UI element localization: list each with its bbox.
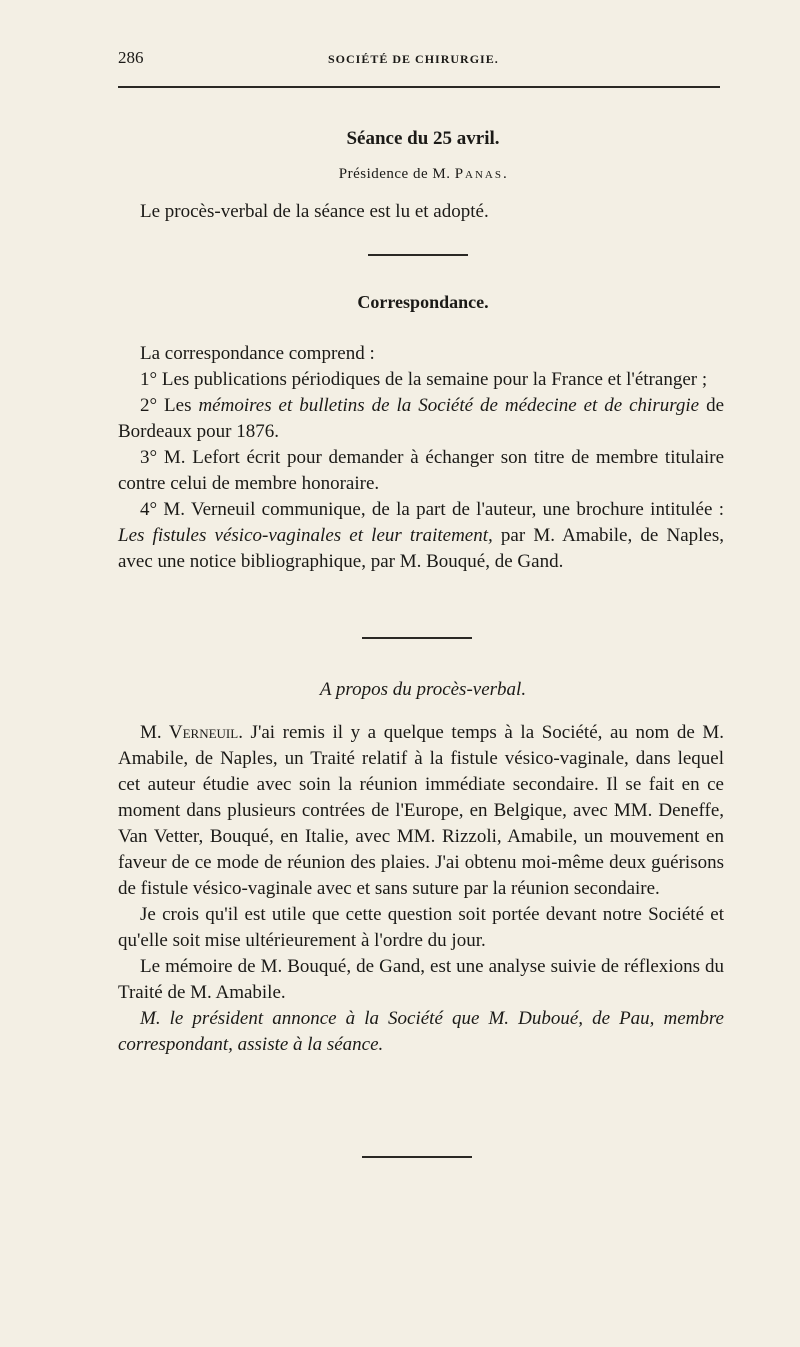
correspondance-title: Correspondance. (357, 292, 489, 312)
proces-verbal-body (118, 720, 724, 1058)
paragraph-2: Je crois qu'il est utile que cette question soit portée devant notre Société et qu'elle soit mise ultérieurement à l'ordre du jour. (118, 904, 724, 951)
correspondance-item-4 (118, 497, 724, 575)
president-announcement: M. le président annonce à la Société que M. Duboué, de Pau, membre correspondant, assiste à la séance. (118, 1008, 724, 1055)
section-divider (368, 254, 468, 256)
item-2-suffix: de Bordeaux pour 1876. (118, 395, 725, 442)
item-4-prefix: 4° M. Verneuil communique, de la part de l'auteur, une brochure intitulée : (140, 499, 724, 520)
presidence-prefix: Présidence de M. (338, 166, 455, 182)
item-2-italic: mémoires et bulletins de la Société de médecine et de chirurgie (198, 395, 700, 416)
running-head: SOCIÉTÉ DE CHIRURGIE. (328, 52, 499, 66)
speaker-name: M. Verneuil. (140, 722, 243, 743)
paragraph-3: Le mémoire de M. Bouqué, de Gand, est une analyse suivie de réflexions du Traité de M. Amabile. (118, 956, 724, 1003)
page-header (118, 48, 720, 72)
correspondance-item-3: 3° M. Lefort écrit pour demander à échanger son titre de membre titulaire contre celui de membre honoraire. (118, 447, 724, 494)
verneuil-text: J'ai remis il y a quelque temps à la Société, au nom de M. Amabile, de Naples, un Traité relatif à la fistule vésico-vaginale, dans lequel cet auteur étudie avec soin la réunion immédiate secondaire. Il se fait en ce moment dans plusieurs contrées de l'Europe, en Belgique, avec MM. Deneffe, Van Vetter, Bouqué, en Italie, avec MM. Rizzoli, Amabile, un mouvement en faveur de ce mode de réunion des plaies. J'ai obtenu moi-même deux guérisons de fistule vésico-vaginale avec et sans suture par la réunion secondaire. (118, 722, 725, 899)
header-rule (118, 86, 720, 88)
item-4-italic: Les fistules vésico-vaginales et leur traitement, (118, 525, 493, 546)
item-2-prefix: 2° Les (140, 395, 199, 416)
section-divider (362, 637, 472, 639)
presidence-suffix: . (503, 166, 508, 182)
seance-title: Séance du 25 avril. (346, 128, 500, 149)
correspondance-item-1: 1° Les publications périodiques de la semaine pour la France et l'étranger ; (140, 369, 708, 390)
proces-verbal-title: A propos du procès-verbal. (319, 679, 527, 700)
closing-divider (362, 1156, 472, 1158)
presidence-name: Panas (454, 166, 503, 182)
item-4-suffix: par M. Amabile, de Naples, avec une notice bibliographique, par M. Bouqué, de Gand. (118, 525, 724, 572)
correspondance-item-2 (118, 393, 724, 445)
correspondance-intro: La correspondance comprend : (140, 343, 375, 364)
correspondance-body (118, 341, 724, 575)
verneuil-paragraph (118, 720, 724, 902)
page-number: 286 (118, 48, 144, 67)
presidence-line (118, 166, 728, 183)
proces-verbal-adopted: Le procès-verbal de la séance est lu et adopté. (140, 201, 489, 222)
